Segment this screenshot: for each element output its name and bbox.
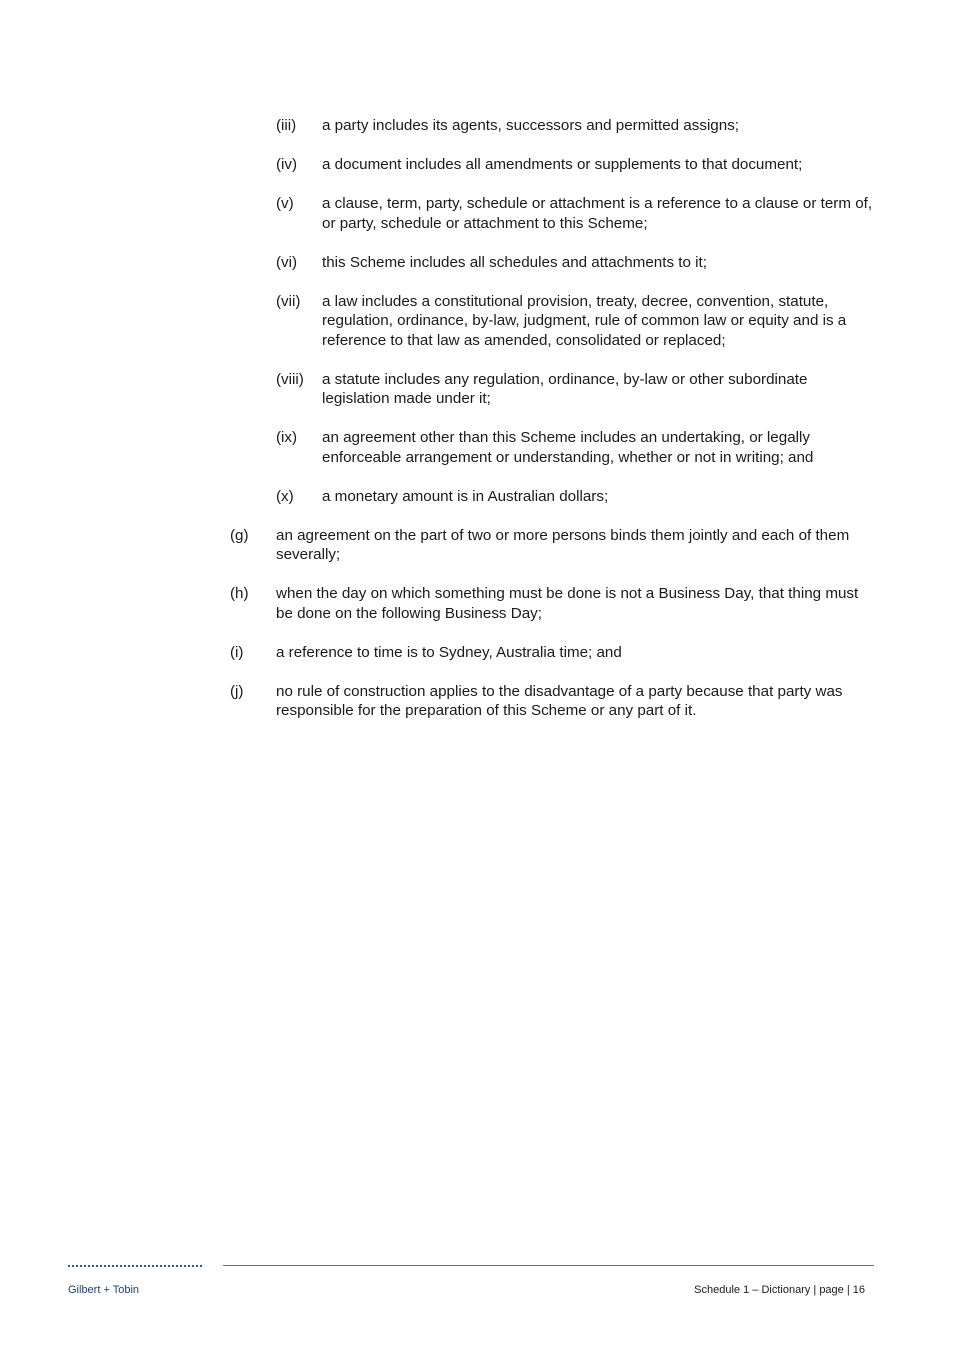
item-text: a monetary amount is in Australian dollars; xyxy=(322,487,609,505)
item-text: an agreement other than this Scheme includes an undertaking, or legally enforceable arrangement or understanding, whether or not in writing; and xyxy=(322,429,814,466)
footer-divider xyxy=(223,1265,874,1266)
item-number: (v) xyxy=(276,195,294,212)
item-text: no rule of construction applies to the disadvantage of a party because that party was responsible for the preparation of this Scheme or any part of it. xyxy=(276,682,843,719)
footer-firm-name: Gilbert + Tobin xyxy=(68,1284,140,1296)
item-number: (h) xyxy=(230,585,249,602)
sub-item-iv xyxy=(0,155,965,175)
item-h xyxy=(0,584,965,623)
sub-item-viii xyxy=(0,370,965,409)
sub-item-ix xyxy=(0,428,965,467)
item-text: a law includes a constitutional provision, treaty, decree, convention, statute, regulation, ordinance, by-law, judgment, rule of common law or equity and is a reference to that law as amended, consolidated or replaced; xyxy=(322,292,847,349)
item-text: a reference to time is to Sydney, Australia time; and xyxy=(276,643,622,661)
item-text: an agreement on the part of two or more persons binds them jointly and each of them severally; xyxy=(276,526,850,563)
item-text: this Scheme includes all schedules and attachments to it; xyxy=(322,253,707,271)
sub-item-vi xyxy=(0,253,965,273)
sub-item-x xyxy=(0,487,965,507)
item-text: a document includes all amendments or supplements to that document; xyxy=(322,156,803,173)
item-number: (iii) xyxy=(276,117,297,134)
item-number: (vi) xyxy=(276,253,298,271)
sub-item-v xyxy=(0,194,965,233)
clause-body xyxy=(0,116,965,740)
item-text: a statute includes any regulation, ordinance, by-law or other subordinate legislation made under it; xyxy=(322,370,808,407)
item-text: when the day on which something must be done is not a Business Day, that thing must be done on the following Business Day; xyxy=(276,585,859,622)
item-text: a party includes its agents, successors and permitted assigns; xyxy=(322,117,740,134)
item-j xyxy=(0,682,965,721)
item-number: (iv) xyxy=(276,156,298,173)
footer-page-reference: Schedule 1 – Dictionary | page | 16 xyxy=(694,1284,865,1296)
item-number: (ix) xyxy=(276,429,298,446)
footer-dotted-divider xyxy=(68,1265,202,1267)
item-number: (x) xyxy=(276,487,294,505)
item-number: (viii) xyxy=(276,370,304,388)
item-number: (vii) xyxy=(276,292,301,310)
item-number: (i) xyxy=(230,643,244,661)
sub-item-iii xyxy=(0,116,965,136)
item-g xyxy=(0,526,965,565)
item-text: a clause, term, party, schedule or attachment is a reference to a clause or term of, or party, schedule or attachment to this Scheme; xyxy=(322,195,873,232)
sub-item-vii xyxy=(0,292,965,351)
item-number: (g) xyxy=(230,526,249,544)
item-number: (j) xyxy=(230,682,244,700)
item-i xyxy=(0,643,965,663)
